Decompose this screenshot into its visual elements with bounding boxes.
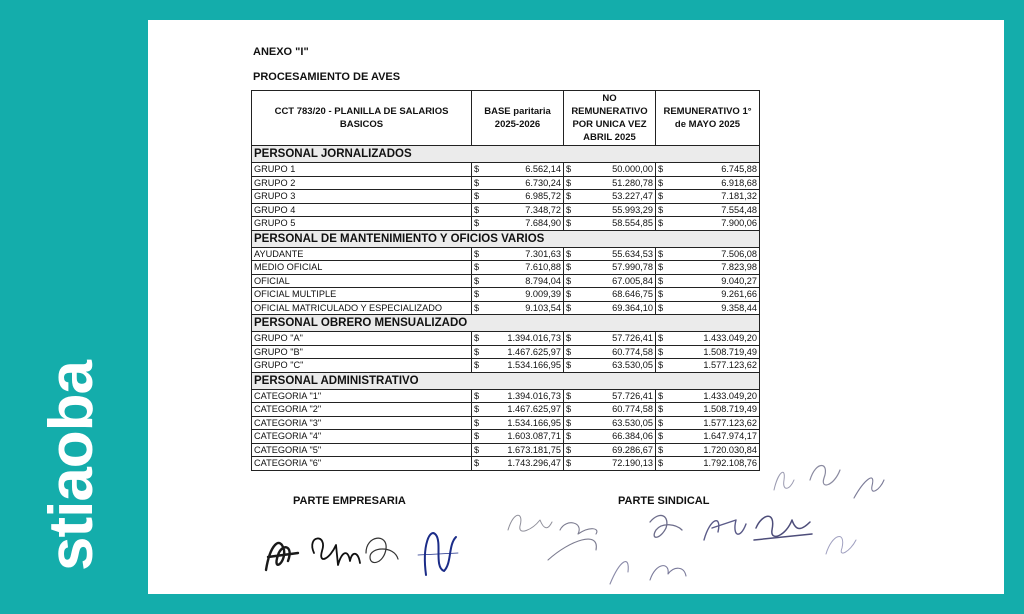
currency-symbol: $ <box>564 190 578 204</box>
remunerativo-value: 1.508.719,49 <box>670 403 760 417</box>
no-remunerativo-value: 53.227,47 <box>578 190 656 204</box>
base-paritaria-value: 1.534.166,95 <box>486 359 564 373</box>
no-remunerativo-value: 63.530,05 <box>578 416 656 430</box>
table-row <box>252 416 760 430</box>
remunerativo-value: 6.745,88 <box>670 163 760 177</box>
currency-symbol: $ <box>564 301 578 315</box>
no-remunerativo-value: 67.005,84 <box>578 274 656 288</box>
column-header-remunerativo: REMUNERATIVO 1° de MAYO 2025 <box>656 91 760 146</box>
currency-symbol: $ <box>656 457 670 471</box>
remunerativo-value: 1.433.049,20 <box>670 389 760 403</box>
currency-symbol: $ <box>656 430 670 444</box>
sheet-subtitle: PROCESAMIENTO DE AVES <box>253 71 401 83</box>
table-row <box>252 217 760 231</box>
section-title: PERSONAL ADMINISTRATIVO <box>252 372 760 389</box>
currency-symbol: $ <box>656 247 670 261</box>
table-row <box>252 359 760 373</box>
base-paritaria-value: 6.730,24 <box>486 176 564 190</box>
currency-symbol: $ <box>564 203 578 217</box>
base-paritaria-value: 9.009,39 <box>486 288 564 302</box>
remunerativo-value: 1.508.719,49 <box>670 345 760 359</box>
logo-text: stiaoba <box>37 360 106 572</box>
base-paritaria-value: 9.103,54 <box>486 301 564 315</box>
no-remunerativo-value: 66.384,06 <box>578 430 656 444</box>
table-row <box>252 176 760 190</box>
no-remunerativo-value: 51.280,78 <box>578 176 656 190</box>
currency-symbol: $ <box>472 359 486 373</box>
base-paritaria-value: 1.394.016,73 <box>486 389 564 403</box>
column-header-category: CCT 783/20 - PLANILLA DE SALARIOS BASICOS <box>252 91 472 146</box>
currency-symbol: $ <box>564 443 578 457</box>
currency-symbol: $ <box>656 217 670 231</box>
row-label: CATEGORIA "1" <box>252 389 472 403</box>
table-row <box>252 443 760 457</box>
base-paritaria-value: 1.394.016,73 <box>486 332 564 346</box>
currency-symbol: $ <box>472 457 486 471</box>
row-label: CATEGORIA "5" <box>252 443 472 457</box>
no-remunerativo-value: 50.000,00 <box>578 163 656 177</box>
no-remunerativo-value: 60.774,58 <box>578 345 656 359</box>
row-label: OFICIAL <box>252 274 472 288</box>
union-signatures <box>500 500 880 590</box>
row-label: CATEGORIA "3" <box>252 416 472 430</box>
currency-symbol: $ <box>472 176 486 190</box>
currency-symbol: $ <box>656 443 670 457</box>
currency-symbol: $ <box>656 332 670 346</box>
currency-symbol: $ <box>564 332 578 346</box>
section-title: PERSONAL DE MANTENIMIENTO Y OFICIOS VARIOS <box>252 230 760 247</box>
base-paritaria-value: 7.610,88 <box>486 261 564 275</box>
no-remunerativo-value: 60.774,58 <box>578 403 656 417</box>
row-label: GRUPO 4 <box>252 203 472 217</box>
currency-symbol: $ <box>656 359 670 373</box>
currency-symbol: $ <box>472 247 486 261</box>
currency-symbol: $ <box>656 403 670 417</box>
remunerativo-value: 1.577.123,62 <box>670 359 760 373</box>
currency-symbol: $ <box>656 274 670 288</box>
base-paritaria-value: 7.684,90 <box>486 217 564 231</box>
row-label: CATEGORIA "4" <box>252 430 472 444</box>
base-paritaria-value: 7.348,72 <box>486 203 564 217</box>
currency-symbol: $ <box>472 203 486 217</box>
remunerativo-value: 1.647.974,17 <box>670 430 760 444</box>
no-remunerativo-value: 69.364,10 <box>578 301 656 315</box>
row-label: MEDIO OFICIAL <box>252 261 472 275</box>
currency-symbol: $ <box>656 261 670 275</box>
row-label: CATEGORIA "6" <box>252 457 472 471</box>
remunerativo-value: 7.823,98 <box>670 261 760 275</box>
currency-symbol: $ <box>472 430 486 444</box>
currency-symbol: $ <box>472 389 486 403</box>
remunerativo-value: 9.040,27 <box>670 274 760 288</box>
currency-symbol: $ <box>472 443 486 457</box>
no-remunerativo-value: 57.726,41 <box>578 389 656 403</box>
table-row <box>252 247 760 261</box>
currency-symbol: $ <box>656 288 670 302</box>
currency-symbol: $ <box>472 190 486 204</box>
base-paritaria-value: 7.301,63 <box>486 247 564 261</box>
base-paritaria-value: 1.467.625,97 <box>486 345 564 359</box>
base-paritaria-value: 1.467.625,97 <box>486 403 564 417</box>
currency-symbol: $ <box>564 345 578 359</box>
stiaoba-logo <box>0 0 148 614</box>
currency-symbol: $ <box>472 217 486 231</box>
remunerativo-value: 7.554,48 <box>670 203 760 217</box>
column-header-row <box>252 91 760 146</box>
table-row <box>252 389 760 403</box>
section-header-personal-jornalizados <box>252 146 760 163</box>
row-label: GRUPO "C" <box>252 359 472 373</box>
no-remunerativo-value: 63.530,05 <box>578 359 656 373</box>
currency-symbol: $ <box>564 430 578 444</box>
currency-symbol: $ <box>472 261 486 275</box>
row-label: GRUPO "A" <box>252 332 472 346</box>
base-paritaria-value: 6.985,72 <box>486 190 564 204</box>
table-row <box>252 261 760 275</box>
currency-symbol: $ <box>472 288 486 302</box>
table-row <box>252 345 760 359</box>
currency-symbol: $ <box>656 163 670 177</box>
base-paritaria-value: 6.562,14 <box>486 163 564 177</box>
no-remunerativo-value: 58.554,85 <box>578 217 656 231</box>
currency-symbol: $ <box>656 203 670 217</box>
currency-symbol: $ <box>564 261 578 275</box>
currency-symbol: $ <box>564 217 578 231</box>
currency-symbol: $ <box>656 176 670 190</box>
no-remunerativo-value: 68.646,75 <box>578 288 656 302</box>
table-row <box>252 274 760 288</box>
row-label: CATEGORIA "2" <box>252 403 472 417</box>
no-remunerativo-value: 55.993,29 <box>578 203 656 217</box>
currency-symbol: $ <box>564 247 578 261</box>
remunerativo-value: 6.918,68 <box>670 176 760 190</box>
remunerativo-value: 1.433.049,20 <box>670 332 760 346</box>
parte-empresaria-label: PARTE EMPRESARIA <box>293 495 406 507</box>
currency-symbol: $ <box>472 163 486 177</box>
currency-symbol: $ <box>472 416 486 430</box>
currency-symbol: $ <box>564 163 578 177</box>
currency-symbol: $ <box>564 288 578 302</box>
currency-symbol: $ <box>564 457 578 471</box>
salary-table <box>251 90 760 471</box>
currency-symbol: $ <box>564 416 578 430</box>
table-row <box>252 332 760 346</box>
no-remunerativo-value: 69.286,67 <box>578 443 656 457</box>
section-header-personal-obrero-mensualizado <box>252 315 760 332</box>
currency-symbol: $ <box>564 359 578 373</box>
column-header-base: BASE paritaria 2025-2026 <box>472 91 564 146</box>
no-remunerativo-value: 55.634,53 <box>578 247 656 261</box>
no-remunerativo-value: 72.190,13 <box>578 457 656 471</box>
row-label: GRUPO 2 <box>252 176 472 190</box>
currency-symbol: $ <box>656 416 670 430</box>
currency-symbol: $ <box>564 389 578 403</box>
base-paritaria-value: 1.534.166,95 <box>486 416 564 430</box>
table-row <box>252 163 760 177</box>
parte-sindical-label: PARTE SINDICAL <box>618 495 710 507</box>
no-remunerativo-value: 57.726,41 <box>578 332 656 346</box>
section-title: PERSONAL OBRERO MENSUALIZADO <box>252 315 760 332</box>
currency-symbol: $ <box>656 301 670 315</box>
remunerativo-value: 7.181,32 <box>670 190 760 204</box>
base-paritaria-value: 8.794,04 <box>486 274 564 288</box>
section-header-personal-administrativo <box>252 372 760 389</box>
table-row <box>252 190 760 204</box>
column-header-no-remunerativo: NO REMUNERATIVO POR UNICA VEZ ABRIL 2025 <box>564 91 656 146</box>
currency-symbol: $ <box>472 332 486 346</box>
base-paritaria-value: 1.743.296,47 <box>486 457 564 471</box>
table-row <box>252 288 760 302</box>
remunerativo-value: 9.358,44 <box>670 301 760 315</box>
row-label: GRUPO 1 <box>252 163 472 177</box>
base-paritaria-value: 1.603.087,71 <box>486 430 564 444</box>
row-label: AYUDANTE <box>252 247 472 261</box>
row-label: GRUPO 3 <box>252 190 472 204</box>
row-label: GRUPO 5 <box>252 217 472 231</box>
table-row <box>252 203 760 217</box>
row-label: OFICIAL MATRICULADO Y ESPECIALIZADO <box>252 301 472 315</box>
currency-symbol: $ <box>472 403 486 417</box>
remunerativo-value: 7.900,06 <box>670 217 760 231</box>
row-label: OFICIAL MULTIPLE <box>252 288 472 302</box>
table-row <box>252 301 760 315</box>
currency-symbol: $ <box>472 345 486 359</box>
section-title: PERSONAL JORNALIZADOS <box>252 146 760 163</box>
table-row <box>252 430 760 444</box>
currency-symbol: $ <box>656 345 670 359</box>
currency-symbol: $ <box>472 301 486 315</box>
employer-signatures <box>258 515 468 585</box>
currency-symbol: $ <box>564 403 578 417</box>
annex-title: ANEXO "I" <box>253 46 309 58</box>
remunerativo-value: 9.261,66 <box>670 288 760 302</box>
currency-symbol: $ <box>564 176 578 190</box>
union-signatures-upper <box>760 450 890 510</box>
salary-sheet <box>251 44 759 471</box>
remunerativo-value: 1.720.030,84 <box>670 443 760 457</box>
currency-symbol: $ <box>656 190 670 204</box>
remunerativo-value: 7.506,08 <box>670 247 760 261</box>
row-label: GRUPO "B" <box>252 345 472 359</box>
currency-symbol: $ <box>656 389 670 403</box>
no-remunerativo-value: 57.990,78 <box>578 261 656 275</box>
currency-symbol: $ <box>564 274 578 288</box>
remunerativo-value: 1.577.123,62 <box>670 416 760 430</box>
currency-symbol: $ <box>472 274 486 288</box>
base-paritaria-value: 1.673.181,75 <box>486 443 564 457</box>
table-row <box>252 403 760 417</box>
remunerativo-value: 1.792.108,76 <box>670 457 760 471</box>
section-header-personal-de-mantenimiento-y-oficios-varios <box>252 230 760 247</box>
table-row <box>252 457 760 471</box>
